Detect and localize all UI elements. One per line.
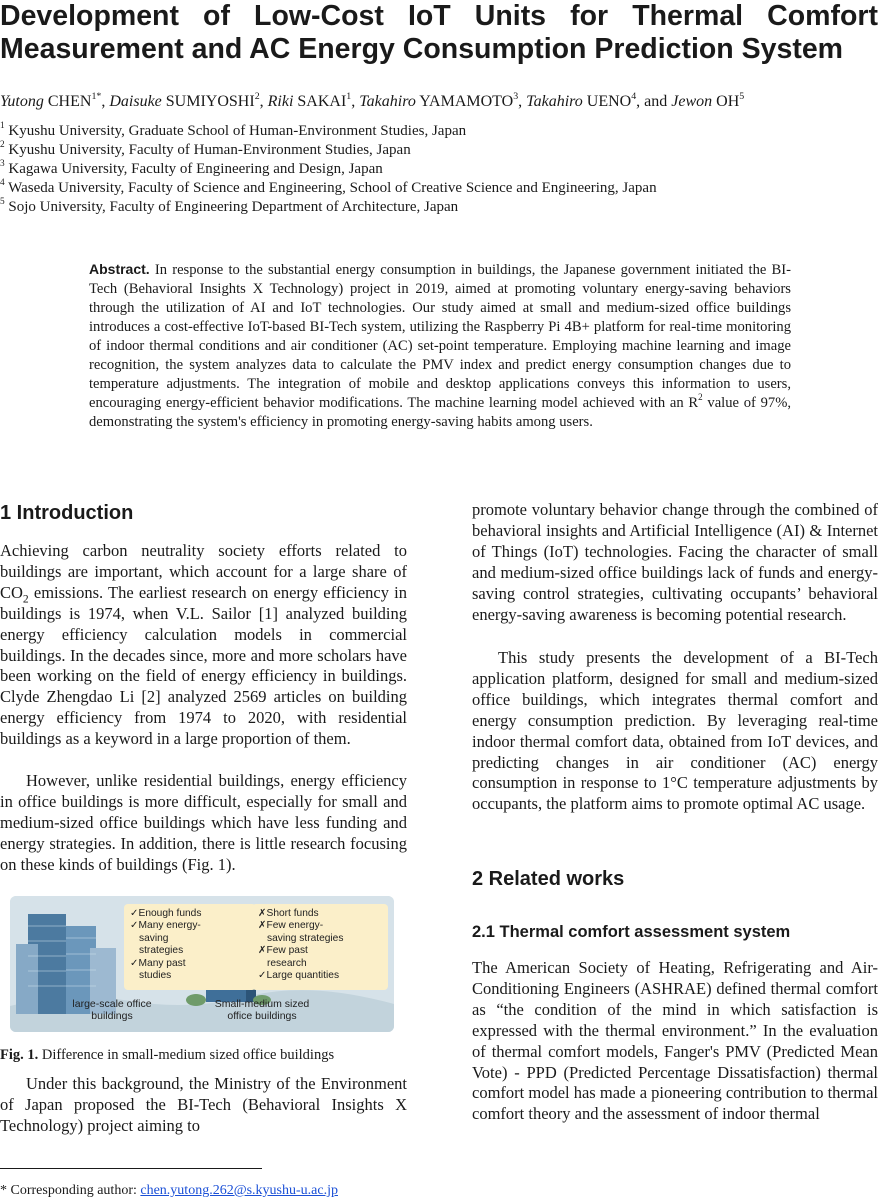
abstract: Abstract. In response to the substantial energy consumption in buildings, the Japanese government initiated the BI-Tech (Behavioral Insights X Technology) project in 2019, aimed at promoting voluntary energy-saving behaviors through the utilization of AI and IoT technologies. Our study aimed at small and medium-sized office buildings introduces a cost-effective IoT-based BI-Tech system, utilizing the Raspberry Pi 4B+ platform for real-time monitoring of indoor thermal conditions and air conditioner (AC) set-point temperature. Employing machine learning and image recognition, the system analyzes data to calculate the PMV index and predict energy consumption changes due to temperature adjustments. The integration of mobile and desktop applications conveys this information to users, encouraging energy-efficient behavior modifications. The machine learning model achieved with an $R^2$ value of 97%, demonstrating the system's efficiency in promoting energy-saving habits among users. bbox=[89, 261, 791, 430]
affiliation: $^2$ Kyushu University, Faculty of Human-Environment Studies, Japan bbox=[0, 140, 411, 158]
intro-paragraph-5: This study presents the development of a BI-Tech application platform, designed for small and medium-sized office buildings, which integrates thermal comfort and energy consumption prediction. By leveraging real-time indoor thermal comfort data, obtained from IoT devices, and predicting changes in air conditioner (AC) energy consumption in response to 1°C temperature adjustments by occupants, the platform aims to promote optimal AC usage. bbox=[472, 648, 878, 814]
intro-paragraph-3: Under this background, the Ministry of the Environment of Japan proposed the BI-Tech (Behavioral Insights X Technology) project aiming to bbox=[0, 1074, 407, 1135]
large-building-label: large-scale office buildings bbox=[72, 998, 152, 1022]
footnote-rule bbox=[0, 1168, 262, 1169]
author: Takahiro YAMAMOTO$^3$, bbox=[359, 90, 527, 110]
paper-title: Development of Low-Cost IoT Units for Thermal Comfort Measurement and AC Energy Consumption Prediction System bbox=[0, 0, 878, 65]
section-heading-related-works: 2 Related works bbox=[472, 868, 625, 890]
thermal-paragraph-1: The American Society of Heating, Refrigerating and Air-Conditioning Engineers (ASHRAE) defined thermal comfort as “the condition of the mind in which satisfaction is expressed with the thermal environment.” In the evaluation of thermal comfort models, Fanger's PMV (Predicted Mean Vote) - PPD (Predicted Percentage Dissatisfaction) thermal comfort model has made a pioneering contribution to thermal comfort theory and the assessment of indoor thermal bbox=[472, 958, 878, 1124]
intro-paragraph-4: promote voluntary behavior change through the combined of behavioral insights and Artificial Intelligence (AI) & Internet of Things (IoT) technologies. Facing the character of small and medium-sized office buildings lack of funds and energy-saving control strategies, cultivating occupants’ behavioral energy-saving awareness is becoming potential research. bbox=[472, 500, 878, 624]
author: Yutong $CHEN^{1*}$, bbox=[0, 90, 110, 110]
small-building-label: Small-medium sized office buildings bbox=[214, 998, 310, 1022]
subsection-heading-thermal-comfort: 2.1 Thermal comfort assessment system bbox=[472, 923, 791, 941]
affiliation-list bbox=[0, 122, 880, 217]
author: Takahiro UENO$^4$, and bbox=[526, 90, 672, 110]
small-building-panel: ✗Short funds ✗Few energy- saving strategies ✗Few past research ✓Large quantities bbox=[252, 904, 388, 990]
affiliation: $^3$ Kagawa University, Faculty of Engineering and Design, Japan bbox=[0, 159, 383, 177]
author: Riki SAKAI$^1$, bbox=[267, 90, 360, 110]
section-heading-introduction: 1 Introduction bbox=[0, 502, 134, 524]
large-building-panel: ✓Enough funds ✓Many energy- saving strategies ✓Many past studies bbox=[124, 904, 256, 990]
abstract-label: Abstract. bbox=[89, 261, 150, 277]
corresponding-email-link[interactable]: chen.yutong.262@s.kyushu-u.ac.jp bbox=[140, 1183, 338, 1198]
author: Jewon $OH^5$ bbox=[671, 90, 745, 110]
intro-paragraph-1: Achieving carbon neutrality society efforts related to buildings are important, which account for a large share of $CO_2$ emissions. The earliest research on energy efficiency in buildings is 1974, when V.L. Sailor [1] analyzed building energy efficiency calculation models in commercial buildings. In the decades since, more and more scholars have been working on the field of energy efficiency in buildings. Clyde Zhengdao Li [2] analyzed 2569 articles on building energy efficiency from 1974 to 2020, with residential buildings as a keyword in a large proportion of them. bbox=[0, 541, 407, 749]
affiliation: $^4$ Waseda University, Faculty of Science and Engineering, School of Creative Science and Engineering, Japan bbox=[0, 178, 657, 196]
footnote: * Corresponding author: chen.yutong.262@s.kyushu-u.ac.jp bbox=[0, 1183, 338, 1198]
affiliation: $^1$ Kyushu University, Graduate School of Human-Environment Studies, Japan bbox=[0, 121, 467, 139]
figure-office-buildings bbox=[10, 896, 394, 1032]
author-list bbox=[0, 92, 880, 112]
affiliation: $^5$ Sojo University, Faculty of Engineering Department of Architecture, Japan bbox=[0, 197, 459, 215]
figure-caption: Fig. 1. Difference in small-medium sized office buildings bbox=[0, 1047, 335, 1063]
author: Daisuke SUMIYOSHI$^2$, bbox=[109, 90, 268, 110]
intro-paragraph-2: However, unlike residential buildings, energy efficiency in office buildings is more difficult, especially for small and medium-sized office buildings which have less funding and energy strategies. In addition, there is little research focusing on these kinds of buildings (Fig. 1). bbox=[0, 771, 407, 874]
